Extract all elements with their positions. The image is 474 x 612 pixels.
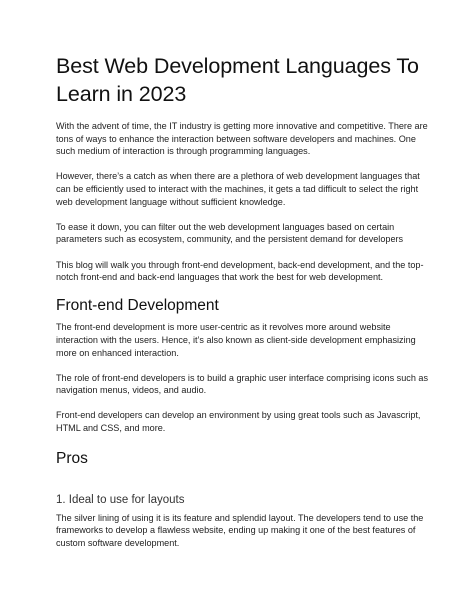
page-title: Best Web Development Languages To Learn in 2023: [56, 54, 419, 106]
pros-item-1-text: The silver lining of using it is its feature and splendid layout. The developers tend to use the frameworks to develop a flawless website, ending up making it one of the best features of custom software development.: [56, 512, 424, 548]
document-page: [56, 52, 432, 562]
frontend-paragraph-3: Front-end developers can develop an environment by using great tools such as Javascript, HTML and CSS, and more.: [56, 410, 421, 434]
intro-paragraph-3: To ease it down, you can filter out the web development languages based on certain parameters such as ecosystem, community, and the persistent demand for developers: [56, 221, 404, 245]
frontend-heading: Front-end Development: [56, 297, 219, 315]
intro-paragraph-2: However, there’s a catch as when there are a plethora of web development languages that can be efficiently used to interact with the machines, it gets a tad difficult to select the right web development language without sufficient knowledge.: [56, 171, 420, 207]
intro-paragraph-1: With the advent of time, the IT industry is getting more innovative and competitive. There are tons of ways to enhance the interaction between software developers and machines. One such medium of interaction is through programming languages.: [56, 121, 428, 157]
frontend-paragraph-2: The role of front-end developers is to build a graphic user interface comprising icons such as navigation menus, videos, and audio.: [56, 372, 429, 396]
intro-paragraph-4: This blog will walk you through front-end development, back-end development, and the top-notch front-end and back-end languages that work the best for web development.: [56, 259, 424, 283]
pros-item-1-heading: 1. Ideal to use for layouts: [56, 493, 185, 506]
frontend-paragraph-1: The front-end development is more user-centric as it revolves more around website interaction with the users. Hence, it’s also known as client-side development emphasizing more on enhanced interaction.: [56, 322, 416, 358]
pros-heading: Pros: [56, 449, 88, 467]
